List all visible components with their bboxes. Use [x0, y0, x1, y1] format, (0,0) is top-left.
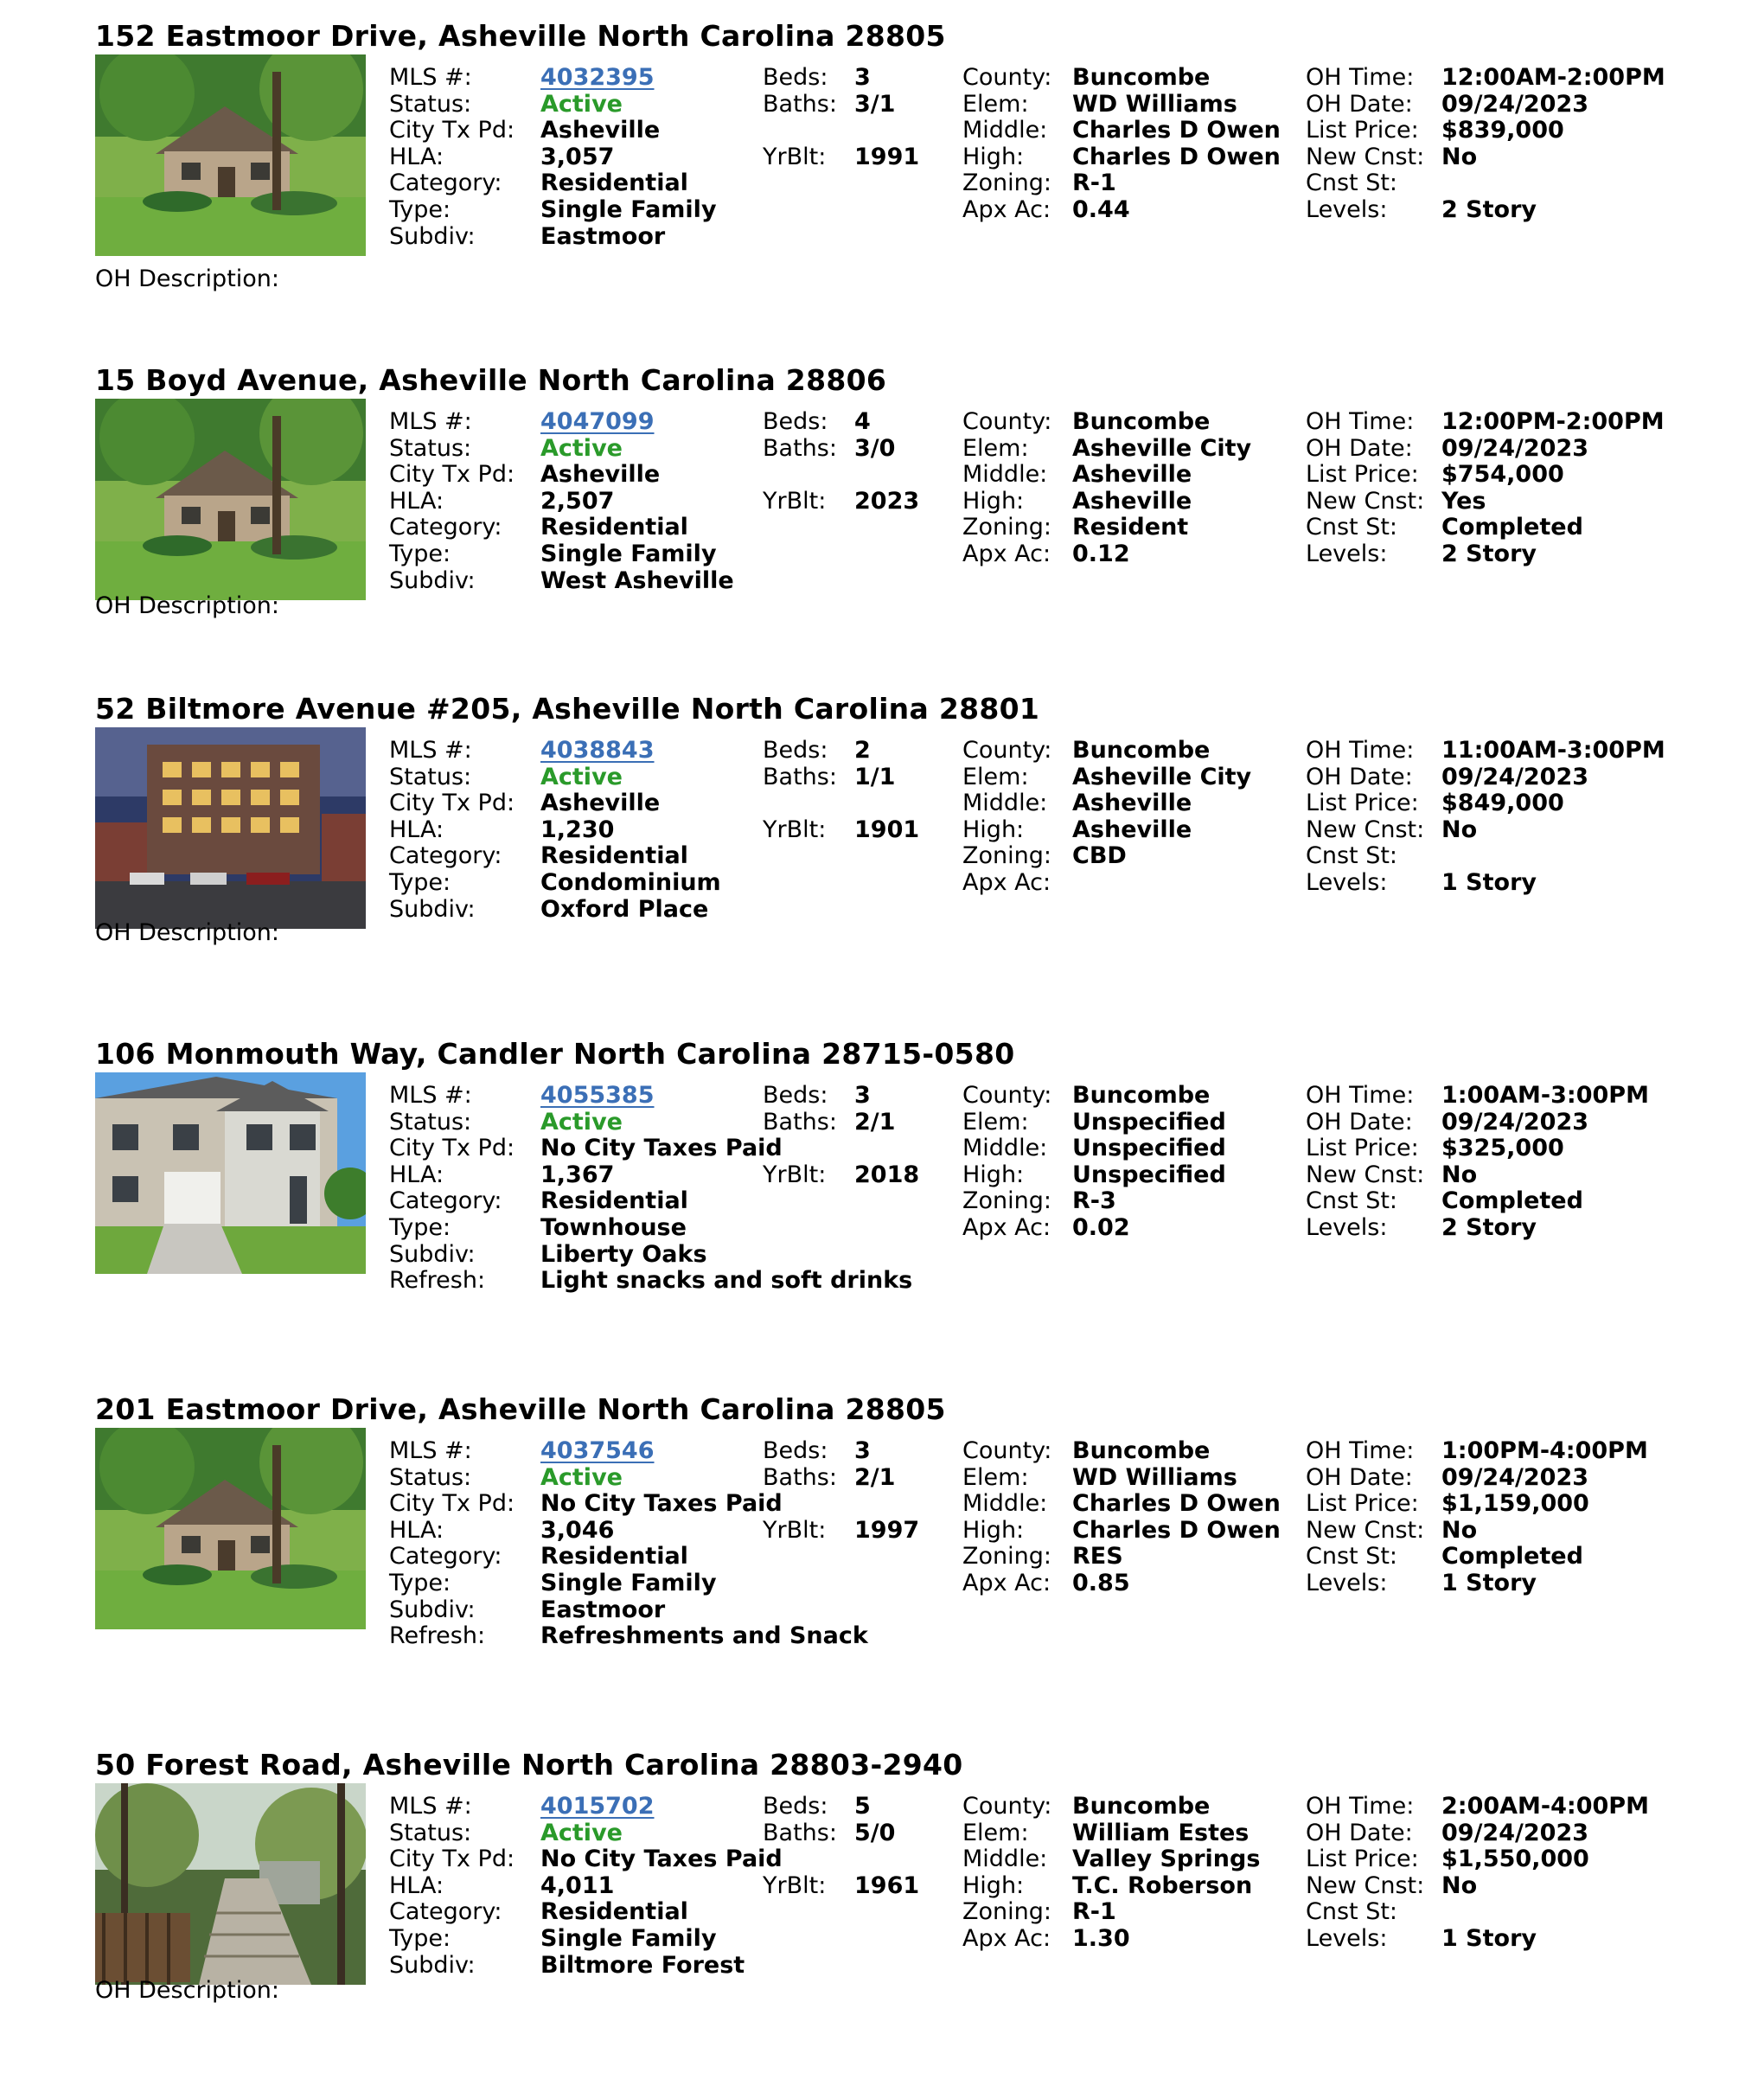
county-label: County:	[962, 1082, 1052, 1109]
category-value: Residential	[540, 514, 688, 541]
mls-label: MLS #:	[389, 64, 472, 91]
category-value: Residential	[540, 170, 688, 197]
county-value: Buncombe	[1072, 737, 1211, 764]
middle-value: Asheville	[1072, 461, 1192, 489]
subdiv-value: Eastmoor	[540, 1596, 666, 1623]
beds-label: Beds:	[763, 408, 828, 435]
middle-value: Charles D Owen	[1072, 117, 1281, 144]
elem-label: Elem:	[962, 434, 1029, 462]
mls-label: MLS #:	[389, 1793, 472, 1820]
high-label: High:	[962, 143, 1025, 170]
high-value: Charles D Owen	[1072, 1516, 1281, 1544]
baths-label: Baths:	[763, 1463, 837, 1491]
elem-value: WD Williams	[1072, 90, 1237, 118]
type-label: Type:	[389, 1214, 451, 1241]
cnst-st-value: Completed	[1441, 1187, 1583, 1215]
middle-label: Middle:	[962, 790, 1048, 817]
new-cnst-label: New Cnst:	[1306, 143, 1425, 170]
yrblt-label: YrBlt:	[763, 1516, 827, 1544]
baths-value: 2/1	[854, 1108, 896, 1136]
oh-time-label: OH Time:	[1306, 737, 1415, 764]
elem-value: Asheville City	[1072, 434, 1252, 462]
county-label: County:	[962, 1437, 1052, 1464]
city-tx-label: City Tx Pd:	[389, 461, 515, 489]
county-label: County:	[962, 1793, 1052, 1820]
beds-value: 3	[854, 64, 871, 91]
zoning-value: CBD	[1072, 842, 1127, 870]
levels-label: Levels:	[1306, 196, 1388, 223]
refresh-label: Refresh:	[389, 1622, 486, 1650]
mls-link[interactable]: 4037546	[540, 1437, 655, 1464]
new-cnst-value: No	[1441, 1161, 1478, 1188]
beds-value: 3	[854, 1437, 871, 1464]
listing-card	[0, 361, 1764, 707]
hla-value: 2,507	[540, 487, 615, 515]
list-price-value: $1,159,000	[1441, 1490, 1589, 1518]
city-tx-label: City Tx Pd:	[389, 1490, 515, 1518]
mls-link[interactable]: 4047099	[540, 408, 655, 435]
baths-label: Baths:	[763, 90, 837, 118]
levels-value: 1 Story	[1441, 1570, 1537, 1596]
refresh-value: Light snacks and soft drinks	[540, 1267, 913, 1295]
high-label: High:	[962, 1516, 1025, 1544]
apx-ac-label: Apx Ac:	[962, 541, 1051, 567]
hla-label: HLA:	[389, 487, 444, 515]
type-value: Single Family	[540, 1570, 717, 1596]
middle-label: Middle:	[962, 461, 1048, 489]
status-label: Status:	[389, 1108, 472, 1136]
mls-label: MLS #:	[389, 737, 472, 764]
levels-value: 2 Story	[1441, 1214, 1537, 1241]
house-photo[interactable]	[95, 1428, 366, 1629]
status-value: Active	[540, 1819, 623, 1846]
listing-card	[0, 17, 1764, 363]
type-value: Single Family	[540, 196, 717, 223]
baths-value: 2/1	[854, 1463, 896, 1491]
levels-value: 2 Story	[1441, 541, 1537, 567]
oh-time-label: OH Time:	[1306, 1793, 1415, 1820]
middle-label: Middle:	[962, 1846, 1048, 1873]
hla-value: 4,011	[540, 1871, 615, 1899]
cnst-st-label: Cnst St:	[1306, 1187, 1398, 1215]
list-price-label: List Price:	[1306, 1135, 1419, 1162]
zoning-label: Zoning:	[962, 1187, 1051, 1215]
elem-value: Unspecified	[1072, 1108, 1226, 1136]
townhouse-photo[interactable]	[95, 1072, 366, 1274]
status-label: Status:	[389, 434, 472, 462]
oh-time-label: OH Time:	[1306, 1437, 1415, 1464]
subdiv-value: Liberty Oaks	[540, 1240, 707, 1268]
list-price-value: $849,000	[1441, 790, 1564, 817]
elem-label: Elem:	[962, 763, 1029, 790]
county-value: Buncombe	[1072, 64, 1211, 91]
house-photo[interactable]	[95, 399, 366, 600]
yrblt-value: 2018	[854, 1161, 920, 1188]
status-value: Active	[540, 1463, 623, 1491]
beds-label: Beds:	[763, 64, 828, 91]
yrblt-value: 1961	[854, 1871, 920, 1899]
baths-label: Baths:	[763, 434, 837, 462]
zoning-value: Resident	[1072, 514, 1189, 541]
levels-value: 2 Story	[1441, 196, 1537, 223]
baths-label: Baths:	[763, 1819, 837, 1846]
list-price-label: List Price:	[1306, 1846, 1419, 1873]
hla-value: 1,367	[540, 1161, 615, 1188]
mls-label: MLS #:	[389, 1437, 472, 1464]
apx-ac-value: 0.02	[1072, 1214, 1130, 1241]
new-cnst-value: No	[1441, 143, 1478, 170]
city-tx-label: City Tx Pd:	[389, 117, 515, 144]
yrblt-value: 1901	[854, 816, 920, 843]
category-value: Residential	[540, 1898, 688, 1926]
category-value: Residential	[540, 842, 688, 870]
zoning-label: Zoning:	[962, 170, 1051, 197]
list-price-label: List Price:	[1306, 461, 1419, 489]
cnst-st-label: Cnst St:	[1306, 842, 1398, 870]
refresh-value: Refreshments and Snack	[540, 1622, 868, 1650]
type-label: Type:	[389, 1925, 451, 1952]
yrblt-label: YrBlt:	[763, 816, 827, 843]
listing-card	[0, 1746, 1764, 2092]
apx-ac-label: Apx Ac:	[962, 1925, 1051, 1952]
mls-link[interactable]: 4032395	[540, 64, 655, 91]
oh-time-value: 2:00AM-4:00PM	[1441, 1793, 1649, 1820]
cnst-st-label: Cnst St:	[1306, 514, 1398, 541]
zoning-value: R-1	[1072, 170, 1116, 197]
baths-label: Baths:	[763, 1108, 837, 1136]
middle-value: Valley Springs	[1072, 1846, 1261, 1873]
city-tx-label: City Tx Pd:	[389, 790, 515, 817]
oh-time-value: 1:00AM-3:00PM	[1441, 1082, 1649, 1109]
house-photo[interactable]	[95, 54, 366, 256]
high-value: Asheville	[1072, 487, 1192, 515]
refresh-label: Refresh:	[389, 1267, 486, 1295]
oh-date-label: OH Date:	[1306, 1108, 1413, 1136]
high-label: High:	[962, 1871, 1025, 1899]
type-value: Townhouse	[540, 1214, 687, 1241]
new-cnst-value: No	[1441, 816, 1478, 843]
zoning-label: Zoning:	[962, 1898, 1051, 1926]
subdiv-label: Subdiv:	[389, 895, 476, 923]
list-price-label: List Price:	[1306, 790, 1419, 817]
elem-label: Elem:	[962, 1463, 1029, 1491]
cnst-st-label: Cnst St:	[1306, 1543, 1398, 1571]
oh-date-value: 09/24/2023	[1441, 90, 1589, 118]
zoning-label: Zoning:	[962, 842, 1051, 870]
beds-label: Beds:	[763, 1793, 828, 1820]
cnst-st-label: Cnst St:	[1306, 1898, 1398, 1926]
yrblt-label: YrBlt:	[763, 487, 827, 515]
subdiv-label: Subdiv:	[389, 1240, 476, 1268]
oh-description-label: OH Description:	[95, 1977, 280, 2004]
zoning-label: Zoning:	[962, 1543, 1051, 1571]
listing-address: 201 Eastmoor Drive, Asheville North Carolina 28805	[95, 1392, 946, 1426]
high-value: Charles D Owen	[1072, 143, 1281, 170]
new-cnst-label: New Cnst:	[1306, 1871, 1425, 1899]
apx-ac-value: 0.44	[1072, 196, 1130, 223]
oh-description-label: OH Description:	[95, 919, 280, 946]
category-label: Category:	[389, 842, 502, 870]
middle-value: Unspecified	[1072, 1135, 1226, 1162]
county-value: Buncombe	[1072, 1437, 1211, 1464]
county-value: Buncombe	[1072, 1082, 1211, 1109]
type-value: Single Family	[540, 1925, 717, 1952]
list-price-value: $325,000	[1441, 1135, 1564, 1162]
baths-value: 5/0	[854, 1819, 896, 1846]
zoning-value: RES	[1072, 1543, 1123, 1571]
middle-label: Middle:	[962, 1490, 1048, 1518]
high-label: High:	[962, 487, 1025, 515]
subdiv-label: Subdiv:	[389, 566, 476, 594]
listing-address: 15 Boyd Avenue, Asheville North Carolina 28806	[95, 363, 887, 397]
listing-card	[0, 1391, 1764, 1737]
listing-card	[0, 1035, 1764, 1381]
category-value: Residential	[540, 1187, 688, 1215]
yrblt-label: YrBlt:	[763, 1161, 827, 1188]
mls-link[interactable]: 4015702	[540, 1793, 655, 1820]
oh-time-value: 12:00AM-2:00PM	[1441, 64, 1665, 91]
type-label: Type:	[389, 869, 451, 896]
yrblt-value: 1991	[854, 143, 920, 170]
high-value: Asheville	[1072, 816, 1192, 843]
oh-date-value: 09/24/2023	[1441, 1463, 1589, 1491]
new-cnst-label: New Cnst:	[1306, 1516, 1425, 1544]
baths-value: 3/1	[854, 90, 896, 118]
county-label: County:	[962, 408, 1052, 435]
levels-value: 1 Story	[1441, 869, 1537, 896]
oh-date-value: 09/24/2023	[1441, 434, 1589, 462]
hla-label: HLA:	[389, 1871, 444, 1899]
category-label: Category:	[389, 514, 502, 541]
list-price-value: $839,000	[1441, 117, 1564, 144]
oh-date-label: OH Date:	[1306, 90, 1413, 118]
city-tx-value: No City Taxes Paid	[540, 1490, 783, 1518]
beds-value: 3	[854, 1082, 871, 1109]
category-label: Category:	[389, 1187, 502, 1215]
apx-ac-value: 1.30	[1072, 1925, 1130, 1952]
oh-date-value: 09/24/2023	[1441, 763, 1589, 790]
oh-time-label: OH Time:	[1306, 64, 1415, 91]
elem-value: William Estes	[1072, 1819, 1250, 1846]
oh-date-label: OH Date:	[1306, 763, 1413, 790]
levels-label: Levels:	[1306, 1570, 1388, 1596]
high-value: T.C. Roberson	[1072, 1871, 1253, 1899]
subdiv-value: Eastmoor	[540, 222, 666, 250]
beds-value: 5	[854, 1793, 871, 1820]
middle-value: Charles D Owen	[1072, 1490, 1281, 1518]
apx-ac-value: 0.85	[1072, 1570, 1130, 1596]
oh-description-label: OH Description:	[95, 592, 280, 619]
high-label: High:	[962, 816, 1025, 843]
subdiv-value: West Asheville	[540, 566, 734, 594]
beds-label: Beds:	[763, 737, 828, 764]
hla-value: 3,057	[540, 143, 615, 170]
new-cnst-value: No	[1441, 1871, 1478, 1899]
baths-value: 1/1	[854, 763, 896, 790]
elem-label: Elem:	[962, 90, 1029, 118]
list-price-label: List Price:	[1306, 1490, 1419, 1518]
hla-label: HLA:	[389, 816, 444, 843]
mls-link[interactable]: 4055385	[540, 1082, 655, 1109]
status-value: Active	[540, 434, 623, 462]
cnst-st-value: Completed	[1441, 1543, 1583, 1571]
oh-date-label: OH Date:	[1306, 1463, 1413, 1491]
county-label: County:	[962, 64, 1052, 91]
hla-value: 3,046	[540, 1516, 615, 1544]
yrblt-value: 1997	[854, 1516, 920, 1544]
hla-label: HLA:	[389, 1516, 444, 1544]
oh-date-label: OH Date:	[1306, 1819, 1413, 1846]
subdiv-label: Subdiv:	[389, 1596, 476, 1623]
levels-label: Levels:	[1306, 541, 1388, 567]
elem-label: Elem:	[962, 1108, 1029, 1136]
yrblt-label: YrBlt:	[763, 1871, 827, 1899]
listing-card	[0, 690, 1764, 1036]
levels-value: 1 Story	[1441, 1925, 1537, 1952]
type-value: Condominium	[540, 869, 721, 896]
listing-address: 106 Monmouth Way, Candler North Carolina 28715-0580	[95, 1037, 1015, 1071]
new-cnst-label: New Cnst:	[1306, 816, 1425, 843]
status-label: Status:	[389, 90, 472, 118]
listing-address: 152 Eastmoor Drive, Asheville North Carolina 28805	[95, 19, 946, 53]
oh-date-label: OH Date:	[1306, 434, 1413, 462]
county-value: Buncombe	[1072, 1793, 1211, 1820]
levels-label: Levels:	[1306, 869, 1388, 896]
high-value: Unspecified	[1072, 1161, 1226, 1188]
high-label: High:	[962, 1161, 1025, 1188]
apx-ac-label: Apx Ac:	[962, 196, 1051, 223]
city-tx-label: City Tx Pd:	[389, 1846, 515, 1873]
hla-label: HLA:	[389, 143, 444, 170]
levels-label: Levels:	[1306, 1925, 1388, 1952]
mls-label: MLS #:	[389, 408, 472, 435]
elem-value: WD Williams	[1072, 1463, 1237, 1491]
oh-date-value: 09/24/2023	[1441, 1108, 1589, 1136]
new-cnst-value: Yes	[1441, 487, 1486, 515]
yrblt-label: YrBlt:	[763, 143, 827, 170]
list-price-label: List Price:	[1306, 117, 1419, 144]
elem-label: Elem:	[962, 1819, 1029, 1846]
apx-ac-label: Apx Ac:	[962, 869, 1051, 896]
oh-time-value: 12:00PM-2:00PM	[1441, 408, 1665, 435]
oh-description-label: OH Description:	[95, 265, 280, 292]
beds-label: Beds:	[763, 1082, 828, 1109]
status-label: Status:	[389, 1463, 472, 1491]
beds-value: 2	[854, 737, 871, 764]
list-price-value: $754,000	[1441, 461, 1564, 489]
type-value: Single Family	[540, 541, 717, 567]
middle-value: Asheville	[1072, 790, 1192, 817]
city-tx-value: No City Taxes Paid	[540, 1135, 783, 1162]
oh-time-label: OH Time:	[1306, 408, 1415, 435]
cnst-st-value: Completed	[1441, 514, 1583, 541]
category-label: Category:	[389, 1543, 502, 1571]
cnst-st-label: Cnst St:	[1306, 170, 1398, 197]
zoning-label: Zoning:	[962, 514, 1051, 541]
city-tx-value: Asheville	[540, 790, 661, 817]
apx-ac-value: 0.12	[1072, 541, 1130, 567]
listing-address: 50 Forest Road, Asheville North Carolina 28803-2940	[95, 1748, 963, 1782]
apx-ac-label: Apx Ac:	[962, 1570, 1051, 1596]
type-label: Type:	[389, 1570, 451, 1596]
city-tx-value: No City Taxes Paid	[540, 1846, 783, 1873]
middle-label: Middle:	[962, 117, 1048, 144]
city-tx-value: Asheville	[540, 461, 661, 489]
subdiv-value: Biltmore Forest	[540, 1951, 745, 1979]
status-value: Active	[540, 1108, 623, 1136]
oh-date-value: 09/24/2023	[1441, 1819, 1589, 1846]
zoning-value: R-3	[1072, 1187, 1116, 1215]
city-tx-value: Asheville	[540, 117, 661, 144]
type-label: Type:	[389, 196, 451, 223]
garden-path-photo[interactable]	[95, 1783, 366, 1985]
baths-label: Baths:	[763, 763, 837, 790]
subdiv-value: Oxford Place	[540, 895, 709, 923]
new-cnst-label: New Cnst:	[1306, 487, 1425, 515]
yrblt-value: 2023	[854, 487, 920, 515]
status-label: Status:	[389, 1819, 472, 1846]
status-value: Active	[540, 763, 623, 790]
elem-value: Asheville City	[1072, 763, 1252, 790]
new-cnst-label: New Cnst:	[1306, 1161, 1425, 1188]
baths-value: 3/0	[854, 434, 896, 462]
category-value: Residential	[540, 1543, 688, 1571]
mls-label: MLS #:	[389, 1082, 472, 1109]
city-tx-label: City Tx Pd:	[389, 1135, 515, 1162]
beds-value: 4	[854, 408, 871, 435]
subdiv-label: Subdiv:	[389, 1951, 476, 1979]
oh-time-label: OH Time:	[1306, 1082, 1415, 1109]
mls-link[interactable]: 4038843	[540, 737, 655, 764]
levels-label: Levels:	[1306, 1214, 1388, 1241]
status-label: Status:	[389, 763, 472, 790]
hla-label: HLA:	[389, 1161, 444, 1188]
county-value: Buncombe	[1072, 408, 1211, 435]
list-price-value: $1,550,000	[1441, 1846, 1589, 1873]
beds-label: Beds:	[763, 1437, 828, 1464]
category-label: Category:	[389, 170, 502, 197]
middle-label: Middle:	[962, 1135, 1048, 1162]
type-label: Type:	[389, 541, 451, 567]
oh-time-value: 11:00AM-3:00PM	[1441, 737, 1665, 764]
county-label: County:	[962, 737, 1052, 764]
building-photo[interactable]	[95, 727, 366, 929]
hla-value: 1,230	[540, 816, 615, 843]
new-cnst-value: No	[1441, 1516, 1478, 1544]
listing-address: 52 Biltmore Avenue #205, Asheville North Carolina 28801	[95, 692, 1040, 726]
apx-ac-label: Apx Ac:	[962, 1214, 1051, 1241]
zoning-value: R-1	[1072, 1898, 1116, 1926]
subdiv-label: Subdiv:	[389, 222, 476, 250]
status-value: Active	[540, 90, 623, 118]
oh-time-value: 1:00PM-4:00PM	[1441, 1437, 1648, 1464]
category-label: Category:	[389, 1898, 502, 1926]
